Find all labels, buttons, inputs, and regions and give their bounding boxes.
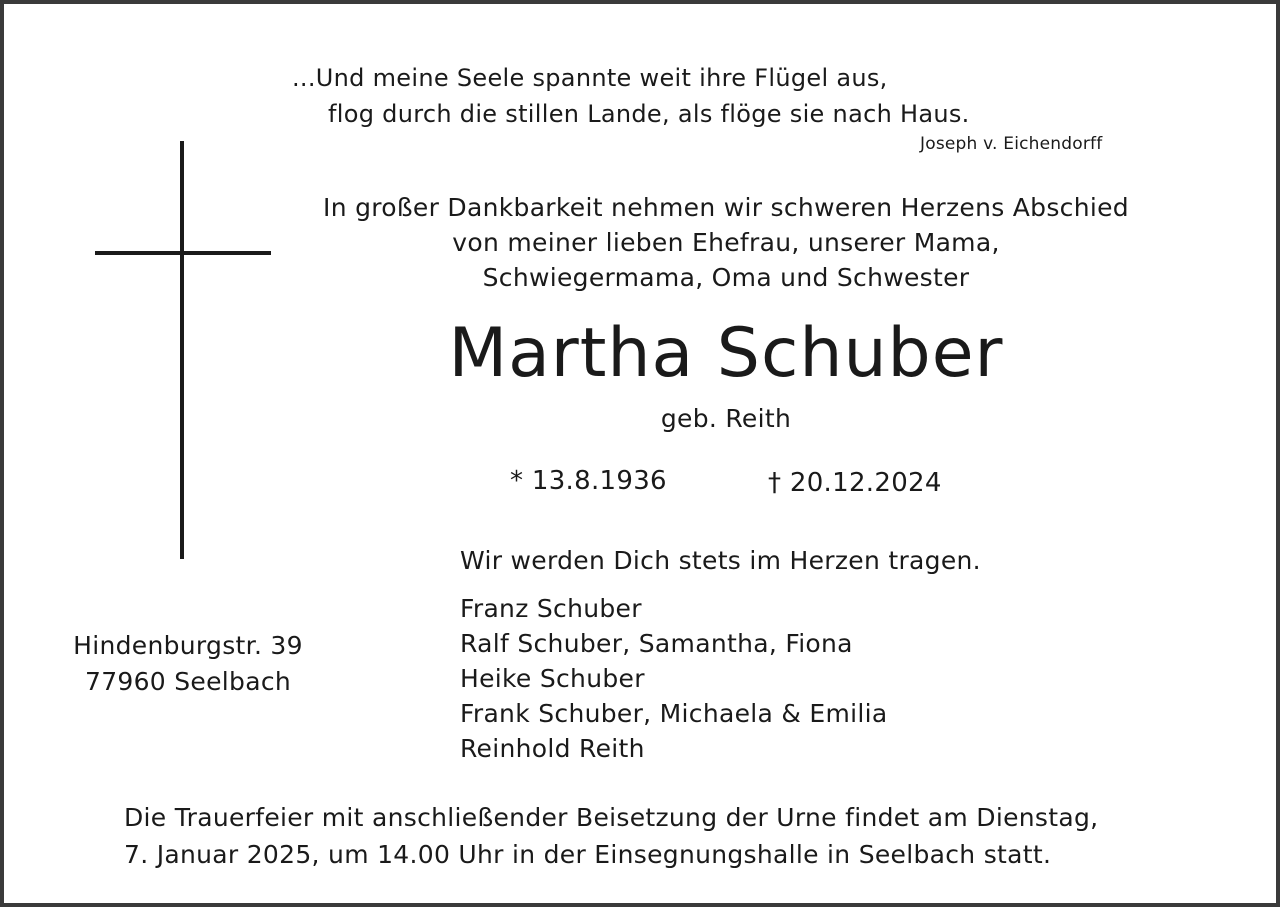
mourner-entry: Heike Schuber (460, 664, 645, 693)
poem-line-1: ...Und meine Seele spannte weit ihre Flügel aus, (292, 64, 888, 92)
cross-horizontal-bar (95, 251, 271, 255)
mourners-list (460, 591, 888, 766)
mourner-entry: Franz Schuber (460, 594, 642, 623)
address-city: 77960 Seelbach (84, 667, 292, 696)
mourner-entry: Reinhold Reith (460, 734, 645, 763)
intro-line-1: In großer Dankbarkeit nehmen wir schweren Herzens Abschied (323, 193, 1129, 222)
address-block (48, 628, 328, 700)
intro-line-2: von meiner lieben Ehefrau, unserer Mama, (452, 228, 1000, 257)
birth-date: * 13.8.1936 (510, 466, 667, 496)
death-date: † 20.12.2024 (768, 468, 942, 498)
motto: Wir werden Dich stets im Herzen tragen. (460, 546, 981, 575)
mourner-entry: Frank Schuber, Michaela & Emilia (460, 699, 888, 728)
intro-line-3: Schwiegermama, Oma und Schwester (482, 263, 970, 292)
poem-author: Joseph v. Eichendorff (920, 134, 1103, 154)
mourner-entry: Ralf Schuber, Samantha, Fiona (460, 629, 853, 658)
maiden-name: geb. Reith (660, 404, 792, 433)
funeral-info (124, 799, 1098, 873)
deceased-name: Martha Schuber (448, 314, 1004, 393)
address-street: Hindenburgstr. 39 (73, 631, 303, 660)
funeral-line-1: Die Trauerfeier mit anschließender Beisetzung der Urne findet am Dienstag, (124, 803, 1099, 832)
cross-vertical-bar (180, 141, 184, 559)
funeral-line-2: 7. Januar 2025, um 14.00 Uhr in der Einsegnungshalle in Seelbach statt. (124, 840, 1052, 869)
poem-line-2: flog durch die stillen Lande, als flöge sie nach Haus. (328, 100, 970, 128)
